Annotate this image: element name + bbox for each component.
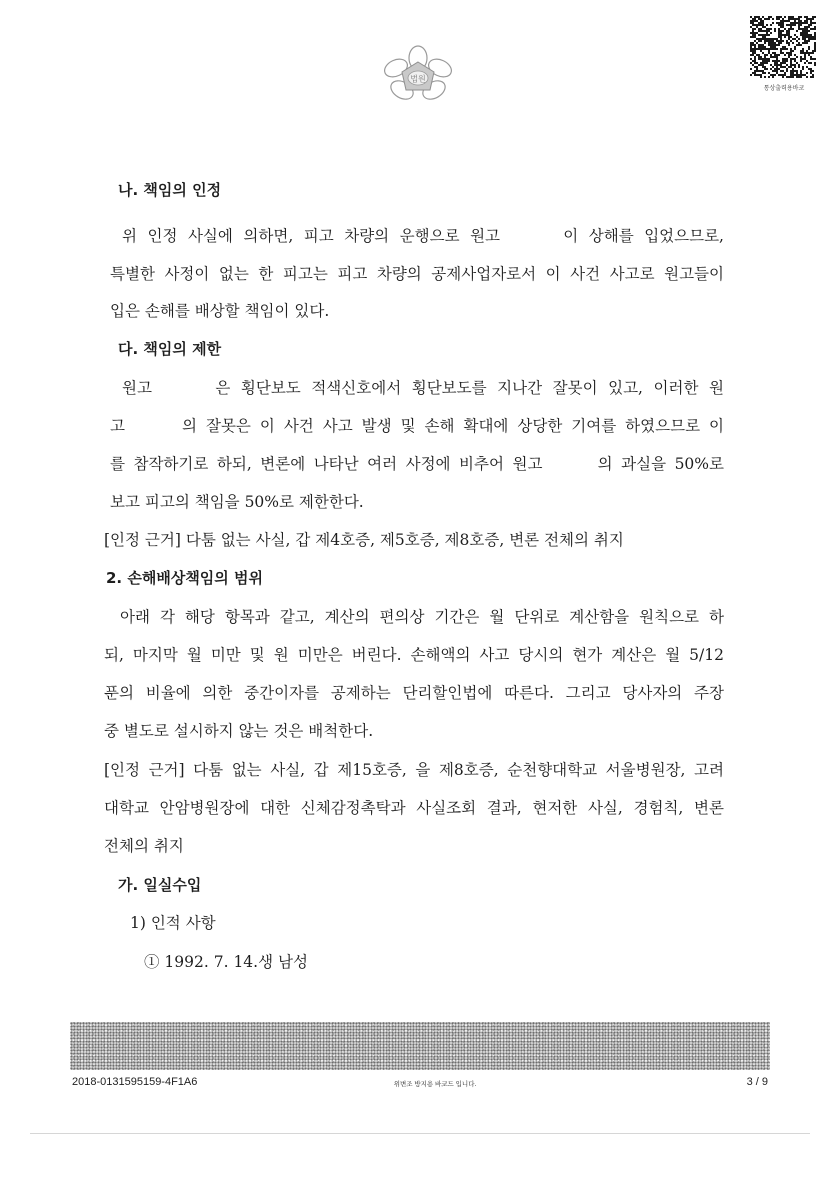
court-emblem-icon <box>378 44 458 106</box>
section-na-line-1: 위 인정 사실에 의하면, 피고 차량의 운행으로 원고 이 상해를 입었으므로, <box>122 227 724 245</box>
section-da-line-4: 보고 피고의 책임을 50%로 제한한다. <box>110 493 364 511</box>
section-ga-item: ① 1992. 7. 14.생 남성 <box>144 953 308 971</box>
qr-code-icon <box>750 16 816 78</box>
anti-forgery-barcode-strip <box>70 1022 770 1070</box>
section-na-line-3: 입은 손해를 배상할 책임이 있다. <box>110 302 330 320</box>
barcode-caption: 통상출력용바코 <box>763 85 805 92</box>
section-da-line-3: 를 참작하기로 하되, 변론에 나타난 여러 사정에 비추어 원고 의 과실을 50%로 <box>110 455 724 473</box>
section-na-heading: 나. 책임의 인정 <box>118 181 222 199</box>
section-2-basis-line-2: 대학교 안암병원장에 대한 신체감정촉탁과 사실조회 결과, 현저한 사실, 경험칙, 변론 <box>104 799 724 817</box>
document-id: 2018-0131595159-4F1A6 <box>72 1076 198 1088</box>
section-2-line-2: 되, 마지막 월 미만 및 원 미만은 버린다. 손해액의 사고 당시의 현가 계산은 월 5/12 <box>104 646 724 664</box>
section-da-heading: 다. 책임의 제한 <box>118 340 222 358</box>
section-2-line-1: 아래 각 해당 항목과 같고, 계산의 편의상 기간은 월 단위로 계산함을 원칙으로 하 <box>120 608 724 626</box>
footer-note: 위변조 방지용 바코드 입니다. <box>393 1081 477 1088</box>
section-ga-subheading: 1) 인적 사항 <box>130 914 216 932</box>
page-number: 3 / 9 <box>746 1076 768 1088</box>
emblem-text: 법원 <box>410 74 426 84</box>
section-2-line-3: 푼의 비율에 의한 중간이자를 공제하는 단리할인법에 따른다. 그리고 당사자의 주장 <box>104 684 724 702</box>
section-na-line-2: 특별한 사정이 없는 한 피고는 피고 차량의 공제사업자로서 이 사건 사고로 원고들이 <box>110 265 724 283</box>
section-2-basis-line-1: [인정 근거] 다툼 없는 사실, 갑 제15호증, 을 제8호증, 순천향대학교 서울병원장, 고려 <box>104 761 724 779</box>
bottom-divider <box>30 1133 810 1134</box>
section-2-basis-line-3: 전체의 취지 <box>104 837 184 855</box>
section-da-basis: [인정 근거] 다툼 없는 사실, 갑 제4호증, 제5호증, 제8호증, 변론 전체의 취지 <box>104 531 624 549</box>
section-da-line-1: 원고 은 횡단보도 적색신호에서 횡단보도를 지나간 잘못이 있고, 이러한 원 <box>122 379 724 397</box>
section-da-line-2: 고 의 잘못은 이 사건 사고 발생 및 손해 확대에 상당한 기여를 하였으므로 이 <box>110 417 724 435</box>
section-2-heading: 2. 손해배상책임의 범위 <box>106 569 263 587</box>
section-2-line-4: 중 별도로 설시하지 않는 것은 배척한다. <box>104 722 374 740</box>
section-ga-heading: 가. 일실수입 <box>118 876 202 894</box>
